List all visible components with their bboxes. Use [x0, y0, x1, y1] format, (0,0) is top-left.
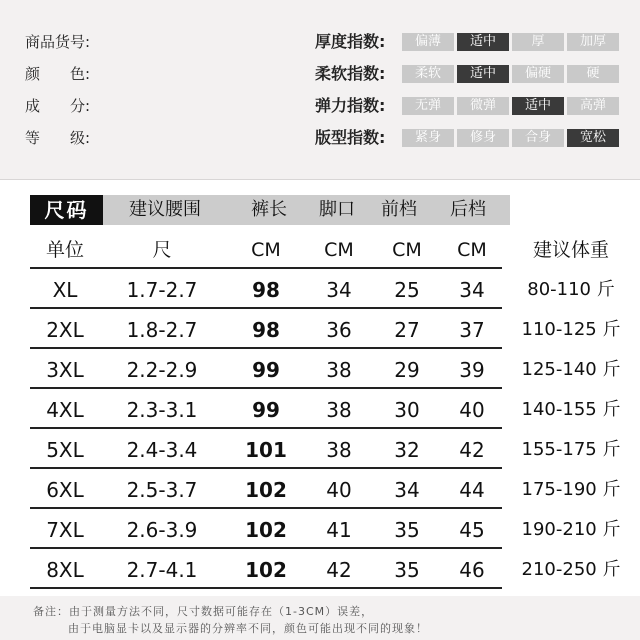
- fit-index: [0, 128, 640, 148]
- thickness-option-extra-thick: 加厚: [567, 33, 619, 51]
- fit-option-regular: 合身: [512, 129, 564, 147]
- back-rise-cell: 45: [459, 518, 485, 542]
- length-cell: 98: [252, 318, 280, 342]
- softness-index: [0, 64, 640, 84]
- leg-opening-cell: 42: [326, 558, 352, 582]
- length-cell: 102: [245, 518, 287, 542]
- size-header-badge: 尺码: [30, 195, 103, 225]
- length-header: 裤长: [251, 199, 287, 220]
- table-row: [0, 395, 640, 425]
- size-cell: 5XL: [46, 438, 84, 462]
- fit-index-label: 版型指数:: [315, 128, 386, 147]
- grade-label: 等 级:: [25, 129, 91, 147]
- elasticity-option-slight: 微弹: [457, 97, 509, 115]
- front-rise-cell: 32: [394, 438, 420, 462]
- size-cell: XL: [52, 278, 78, 302]
- thickness-option-moderate: 适中: [457, 33, 509, 51]
- note-line: 由于电脑显卡以及显示器的分辨率不同，颜色可能出现不同的现象！: [68, 622, 428, 635]
- back-rise-unit: CM: [457, 239, 487, 261]
- size-cell: 6XL: [46, 478, 84, 502]
- waist-cell: 2.5-3.7: [126, 478, 198, 502]
- row-divider: [30, 387, 502, 389]
- softness-option-soft: 柔软: [402, 65, 454, 83]
- fit-option-tight: 紧身: [402, 129, 454, 147]
- back-rise-cell: 42: [459, 438, 485, 462]
- item-number-label: 商品货号:: [25, 33, 91, 51]
- thickness-option-thin: 偏薄: [402, 33, 454, 51]
- table-row: [0, 515, 640, 545]
- row-divider: [30, 547, 502, 549]
- size-cell: 2XL: [46, 318, 84, 342]
- leg-opening-cell: 36: [326, 318, 352, 342]
- table-row: [0, 355, 640, 385]
- weight-cell: 125-140 斤: [521, 359, 621, 380]
- length-cell: 99: [252, 398, 280, 422]
- size-cell: 7XL: [46, 518, 84, 542]
- back-rise-cell: 44: [459, 478, 485, 502]
- thickness-option-thick: 厚: [512, 33, 564, 51]
- back-rise-header: 后档: [450, 199, 486, 220]
- row-divider: [30, 587, 502, 589]
- leg-opening-cell: 34: [326, 278, 352, 302]
- elasticity-option-high: 高弹: [567, 97, 619, 115]
- front-rise-cell: 34: [394, 478, 420, 502]
- back-rise-cell: 39: [459, 358, 485, 382]
- color-label: 颜 色:: [25, 65, 91, 83]
- waist-cell: 2.3-3.1: [126, 398, 198, 422]
- row-divider: [30, 347, 502, 349]
- elasticity-index: [0, 96, 640, 116]
- front-rise-cell: 29: [394, 358, 420, 382]
- table-row: [0, 555, 640, 585]
- back-rise-cell: 40: [459, 398, 485, 422]
- unit-row: [0, 235, 640, 265]
- row-divider: [30, 467, 502, 469]
- material-label: 成 分:: [25, 97, 91, 115]
- size-cell: 4XL: [46, 398, 84, 422]
- weight-cell: 155-175 斤: [521, 439, 621, 460]
- leg-opening-unit: CM: [324, 239, 354, 261]
- thickness-index-label: 厚度指数:: [315, 32, 386, 51]
- back-rise-cell: 37: [459, 318, 485, 342]
- weight-cell: 190-210 斤: [521, 519, 621, 540]
- table-row: [0, 315, 640, 345]
- front-rise-unit: CM: [392, 239, 422, 261]
- waist-cell: 2.4-3.4: [126, 438, 198, 462]
- leg-opening-cell: 38: [326, 358, 352, 382]
- front-rise-cell: 35: [394, 558, 420, 582]
- softness-option-moderate: 适中: [457, 65, 509, 83]
- front-rise-cell: 27: [394, 318, 420, 342]
- size-cell: 3XL: [46, 358, 84, 382]
- length-unit: CM: [251, 239, 281, 261]
- length-cell: 101: [245, 438, 287, 462]
- length-cell: 102: [245, 558, 287, 582]
- unit-label: 单位: [45, 239, 84, 261]
- table-row: [0, 275, 640, 305]
- back-rise-cell: 34: [459, 278, 485, 302]
- back-rise-cell: 46: [459, 558, 485, 582]
- weight-header: 建议体重: [532, 239, 609, 261]
- row-divider: [30, 267, 502, 269]
- weight-cell: 210-250 斤: [521, 559, 621, 580]
- softness-option-stiff: 硬: [567, 65, 619, 83]
- softness-index-label: 柔软指数:: [315, 64, 386, 83]
- row-divider: [30, 427, 502, 429]
- leg-opening-cell: 41: [326, 518, 352, 542]
- waist-cell: 1.8-2.7: [126, 318, 198, 342]
- length-cell: 102: [245, 478, 287, 502]
- elasticity-index-label: 弹力指数:: [315, 96, 386, 115]
- row-divider: [30, 307, 502, 309]
- waist-cell: 2.6-3.9: [126, 518, 198, 542]
- waist-header: 建议腰围: [129, 199, 201, 220]
- leg-opening-cell: 38: [326, 438, 352, 462]
- note-line: 备注：由于测量方法不同，尺寸数据可能存在（1-3CM）误差，: [33, 605, 374, 618]
- fit-option-loose: 宽松: [567, 129, 619, 147]
- length-cell: 98: [252, 278, 280, 302]
- product-attributes-panel: [0, 0, 640, 180]
- front-rise-cell: 35: [394, 518, 420, 542]
- waist-cell: 1.7-2.7: [126, 278, 198, 302]
- table-row: [0, 435, 640, 465]
- leg-opening-header: 脚口: [319, 199, 355, 220]
- front-rise-cell: 25: [394, 278, 420, 302]
- fit-option-slim: 修身: [457, 129, 509, 147]
- softness-option-slightly-stiff: 偏硬: [512, 65, 564, 83]
- table-row: [0, 475, 640, 505]
- elasticity-option-moderate: 适中: [512, 97, 564, 115]
- waist-unit: 尺: [152, 239, 172, 261]
- weight-cell: 80-110 斤: [527, 279, 615, 300]
- row-divider: [30, 507, 502, 509]
- front-rise-header: 前档: [381, 199, 417, 220]
- elasticity-option-none: 无弹: [402, 97, 454, 115]
- weight-cell: 140-155 斤: [521, 399, 621, 420]
- weight-cell: 175-190 斤: [521, 479, 621, 500]
- thickness-index: [0, 32, 640, 52]
- weight-cell: 110-125 斤: [521, 319, 621, 340]
- length-cell: 99: [252, 358, 280, 382]
- size-cell: 8XL: [46, 558, 84, 582]
- leg-opening-cell: 38: [326, 398, 352, 422]
- waist-cell: 2.7-4.1: [126, 558, 198, 582]
- front-rise-cell: 30: [394, 398, 420, 422]
- waist-cell: 2.2-2.9: [126, 358, 198, 382]
- leg-opening-cell: 40: [326, 478, 352, 502]
